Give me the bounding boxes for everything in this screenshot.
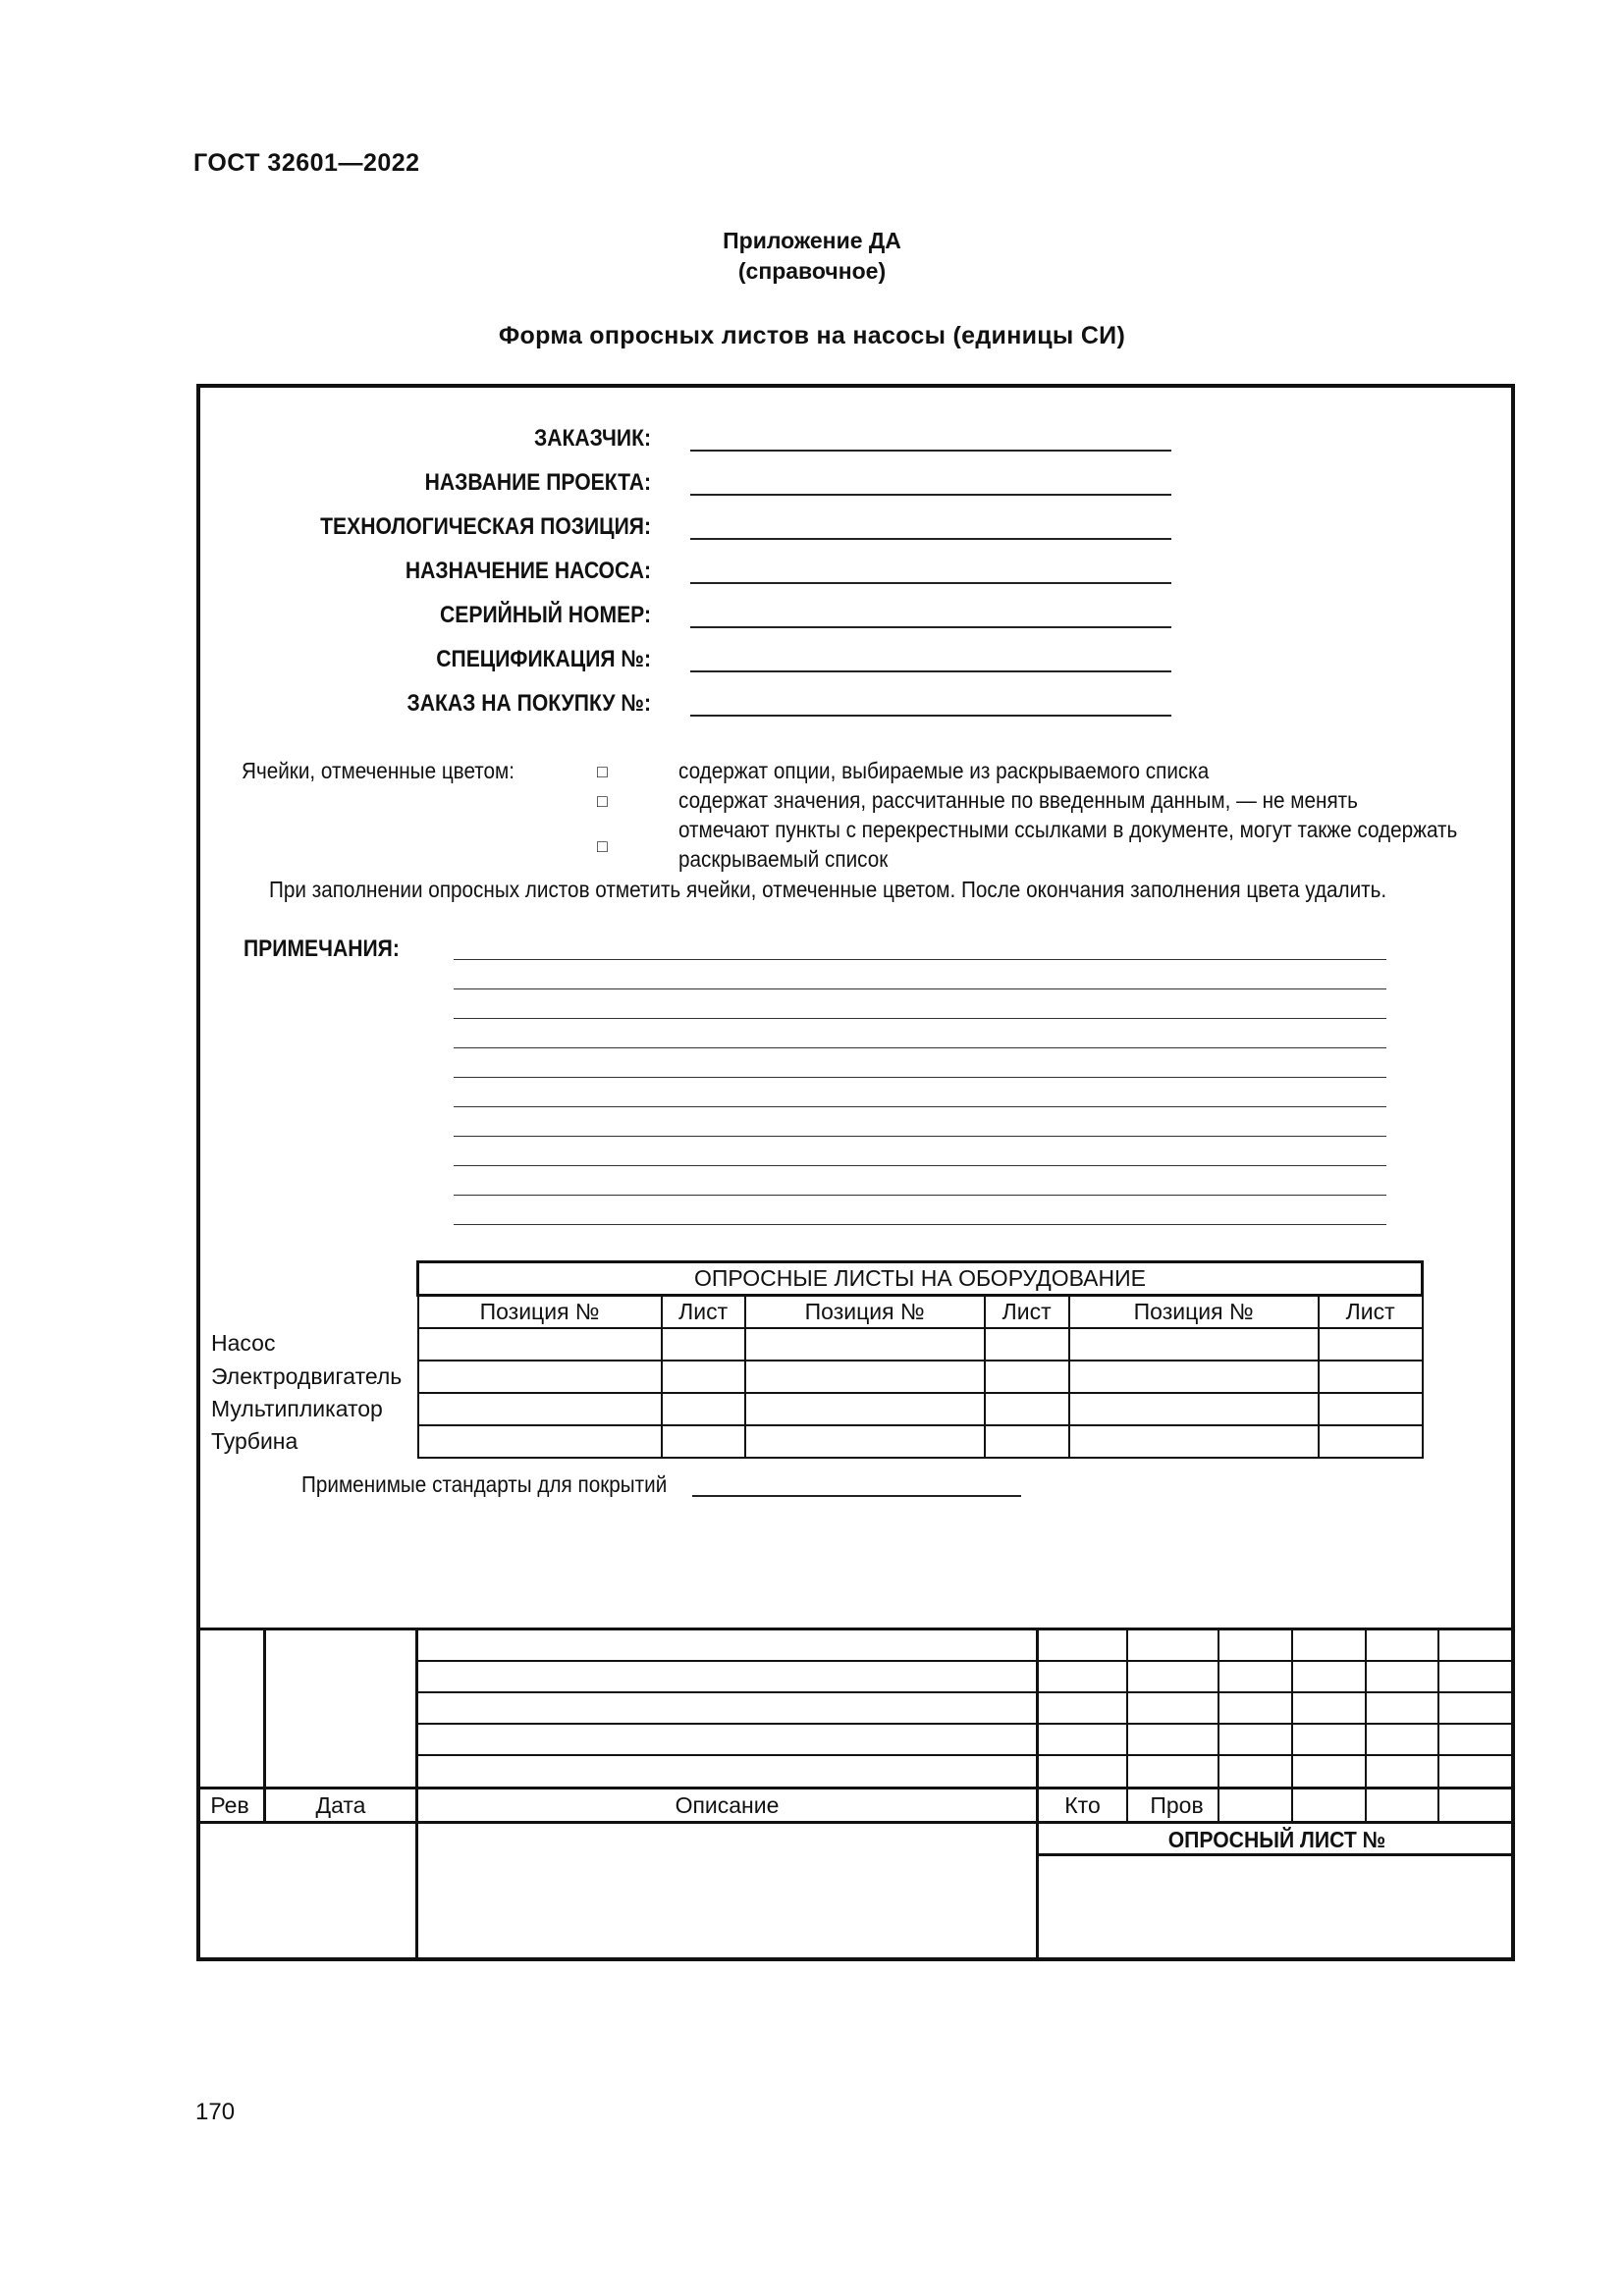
page-number: 170 <box>195 2099 236 2125</box>
extra-column-rule <box>1365 1628 1367 1823</box>
sheet-number-label: ОПРОСНЫЙ ЛИСТ № <box>1167 1827 1386 1852</box>
document-code: ГОСТ 32601—2022 <box>193 149 420 177</box>
table-cell[interactable] <box>1069 1361 1319 1393</box>
field-input-tech-position[interactable] <box>690 538 1171 540</box>
notes-line[interactable] <box>454 1195 1386 1196</box>
field-label-tech-position: ТЕХНОЛОГИЧЕСКАЯ ПОЗИЦИЯ: <box>320 513 651 540</box>
legend-square-icon: □ <box>597 791 608 811</box>
legend-item-calculated: содержат значения, рассчитанные по введенным данным, — не менять <box>678 787 1358 813</box>
notes-line[interactable] <box>454 988 1386 989</box>
who-header: Кто <box>1064 1792 1101 1818</box>
table-cell[interactable] <box>745 1361 985 1393</box>
field-input-project[interactable] <box>690 494 1171 496</box>
appendix-title: Приложение ДА <box>723 228 901 253</box>
date-header: Дата <box>315 1792 366 1818</box>
table-cell[interactable] <box>418 1425 662 1458</box>
row-label-motor: Электродвигатель <box>211 1363 403 1389</box>
notes-line[interactable] <box>454 1224 1386 1225</box>
table-cell[interactable] <box>1069 1425 1319 1458</box>
table-cell[interactable] <box>1319 1361 1423 1393</box>
table-cell[interactable] <box>985 1425 1069 1458</box>
table-cell[interactable] <box>985 1393 1069 1425</box>
table-cell[interactable] <box>985 1361 1069 1393</box>
rev-header: Рев <box>210 1792 249 1818</box>
coatings-label: Применимые стандарты для покрытий <box>301 1471 668 1497</box>
legend-intro: Ячейки, отмеченные цветом: <box>242 758 515 783</box>
table-cell[interactable] <box>1069 1328 1319 1361</box>
row-label-turbine: Турбина <box>211 1428 298 1454</box>
field-label-purchase-order: ЗАКАЗ НА ПОКУПКУ №: <box>406 690 651 717</box>
table-cell[interactable] <box>662 1425 745 1458</box>
notes-line[interactable] <box>454 1165 1386 1166</box>
legend-item-crossref: отмечают пункты с перекрестными ссылками в документе, могут также содержать <box>678 817 1458 842</box>
checked-header: Пров <box>1150 1792 1204 1818</box>
notes-line[interactable] <box>454 1106 1386 1107</box>
notes-label: ПРИМЕЧАНИЯ: <box>244 935 400 962</box>
notes-line[interactable] <box>454 959 1386 960</box>
revision-entries[interactable] <box>419 1631 1035 1785</box>
legend-instruction: При заполнении опросных листов отметить ячейки, отмеченные цветом. После окончания заполнения цвета удалить. <box>269 877 1387 902</box>
column-header-position: Позиция № <box>745 1296 985 1329</box>
notes-line[interactable] <box>454 1077 1386 1078</box>
column-header-sheet: Лист <box>1319 1296 1423 1329</box>
table-cell[interactable] <box>1319 1393 1423 1425</box>
table-row-pump <box>418 1328 1423 1361</box>
extra-column-rule <box>1437 1628 1439 1823</box>
description-header: Описание <box>675 1792 780 1818</box>
header-row-rule <box>196 1821 1515 1824</box>
form-title: Форма опросных листов на насосы (единицы СИ) <box>498 322 1126 349</box>
sheet-number-input[interactable] <box>1039 1857 1512 1957</box>
field-label-specification: СПЕЦИФИКАЦИЯ №: <box>436 646 651 672</box>
extra-column-rule <box>1291 1628 1293 1823</box>
field-label-project: НАЗВАНИЕ ПРОЕКТА: <box>424 469 651 496</box>
table-cell[interactable] <box>662 1361 745 1393</box>
field-label-customer: ЗАКАЗЧИК: <box>533 425 651 452</box>
notes-line[interactable] <box>454 1047 1386 1048</box>
legend-square-icon: □ <box>597 762 608 781</box>
coatings-input[interactable] <box>692 1495 1021 1497</box>
header-row-rule <box>196 1787 1515 1789</box>
legend-square-icon: □ <box>597 836 608 856</box>
table-cell[interactable] <box>418 1393 662 1425</box>
field-input-pump-purpose[interactable] <box>690 582 1171 584</box>
appendix-subtitle: (справочное) <box>737 258 887 284</box>
notes-line[interactable] <box>454 1018 1386 1019</box>
equipment-datasheets-table <box>416 1260 1424 1459</box>
table-cell[interactable] <box>1319 1328 1423 1361</box>
legend-item-dropdown: содержат опции, выбираемые из раскрываемого списка <box>678 758 1210 783</box>
table-cell[interactable] <box>418 1328 662 1361</box>
table-cell[interactable] <box>745 1393 985 1425</box>
legend-item-crossref-cont: раскрываемый список <box>678 846 889 872</box>
equipment-table-caption: ОПРОСНЫЕ ЛИСТЫ НА ОБОРУДОВАНИЕ <box>418 1262 1423 1296</box>
table-cell[interactable] <box>745 1425 985 1458</box>
field-input-purchase-order[interactable] <box>690 715 1171 717</box>
table-cell[interactable] <box>418 1361 662 1393</box>
row-label-pump: Насос <box>211 1330 276 1356</box>
title-block-top-rule <box>196 1628 1515 1630</box>
field-label-pump-purpose: НАЗНАЧЕНИЕ НАСОСА: <box>405 558 651 584</box>
table-row-motor <box>418 1361 1423 1393</box>
field-input-serial-number[interactable] <box>690 626 1171 628</box>
column-header-sheet: Лист <box>985 1296 1069 1329</box>
sheet-label-rule <box>1036 1853 1515 1856</box>
column-header-position: Позиция № <box>418 1296 662 1329</box>
table-row-turbine <box>418 1425 1423 1458</box>
table-row-gearbox <box>418 1393 1423 1425</box>
column-header-sheet: Лист <box>662 1296 745 1329</box>
table-cell[interactable] <box>662 1393 745 1425</box>
field-input-customer[interactable] <box>690 450 1171 452</box>
field-label-serial-number: СЕРИЙНЫЙ НОМЕР: <box>440 602 651 628</box>
row-label-gearbox: Мультипликатор <box>211 1396 383 1421</box>
notes-line[interactable] <box>454 1136 1386 1137</box>
table-cell[interactable] <box>1069 1393 1319 1425</box>
table-cell[interactable] <box>745 1328 985 1361</box>
table-cell[interactable] <box>1319 1425 1423 1458</box>
table-cell[interactable] <box>662 1328 745 1361</box>
table-cell[interactable] <box>985 1328 1069 1361</box>
field-input-specification[interactable] <box>690 670 1171 672</box>
column-header-position: Позиция № <box>1069 1296 1319 1329</box>
